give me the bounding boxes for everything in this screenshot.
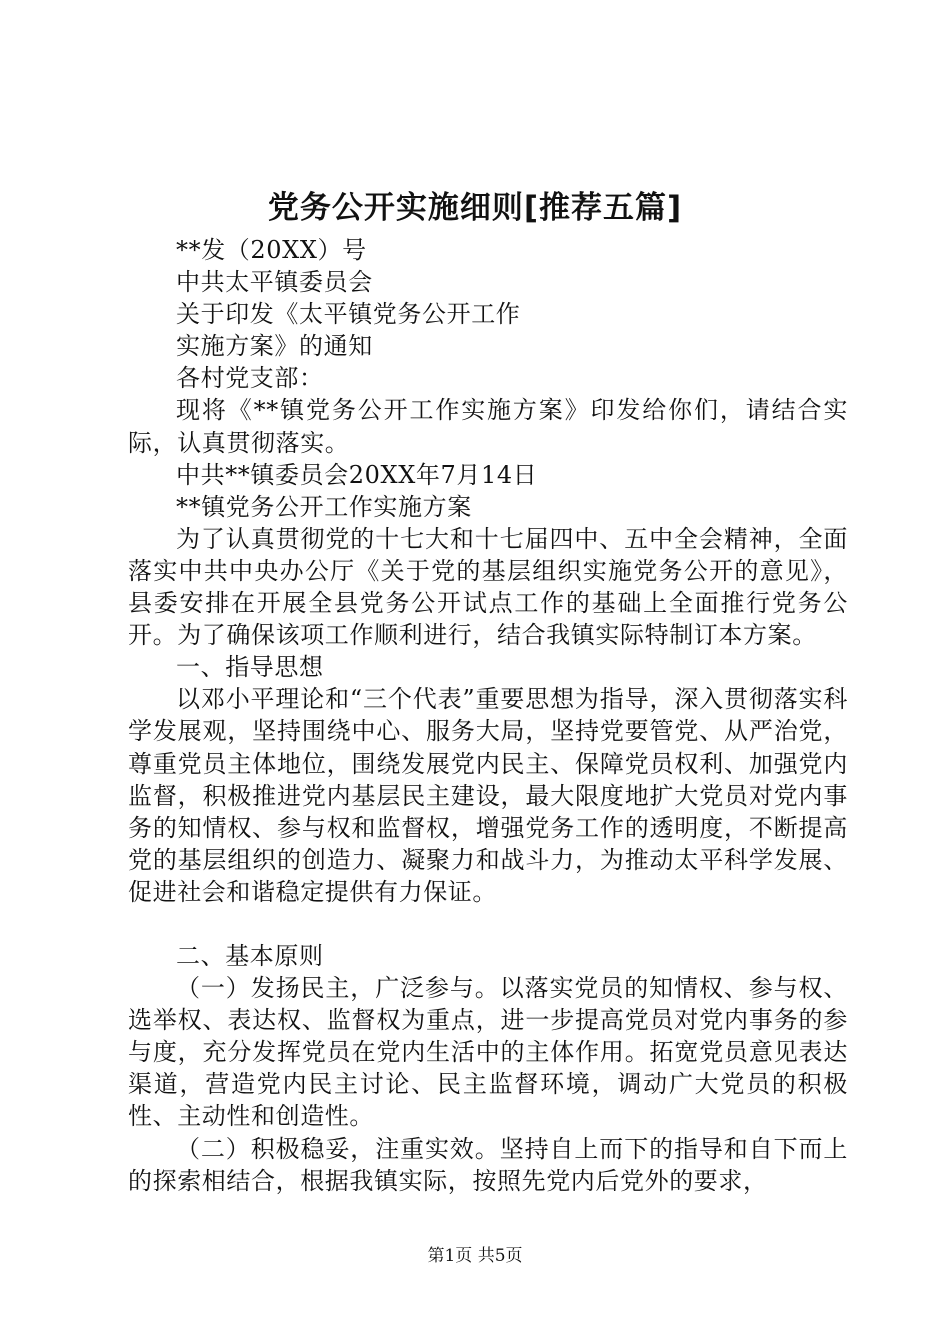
plan-title: **镇党务公开工作实施方案 xyxy=(176,492,472,521)
page-footer: 第1页 共5页 xyxy=(427,1246,523,1266)
document-body xyxy=(128,234,848,1197)
issuer-line: 中共太平镇委员会 xyxy=(176,268,373,297)
section-heading-guiding-ideology: 一、指导思想 xyxy=(176,653,324,682)
notice-body: 现将《**镇党务公开工作实施方案》印发给你们，请结合实际，认真贯彻落实。 xyxy=(128,396,848,457)
section-heading-basic-principles: 二、基本原则 xyxy=(176,941,324,970)
notice-title-line-2: 实施方案》的通知 xyxy=(176,332,373,361)
document-title: 党务公开实施细则[推荐五篇] xyxy=(267,190,683,226)
document-number: **发（20XX）号 xyxy=(176,236,367,264)
guiding-ideology-paragraph: 以邓小平理论和“三个代表”重要思想为指导，深入贯彻落实科学发展观，坚持围绕中心、服务大局，坚持党要管党、从严治党，尊重党员主体地位，围绕发展党内民主、保障党员权利、加强党内监督，积极推进党内基层民主建设，最大限度地扩大党员对党内事务的知情权、参与权和监督权，增强党务工作的透明度，不断提高党的基层组织的创造力、凝聚力和战斗力，为推动太平科学发展、促进社会和谐稳定提供有力保证。 xyxy=(128,685,848,906)
signature-date-line: 中共**镇委员会20XX年7月14日 xyxy=(176,460,538,489)
principle-one-paragraph: （一）发扬民主，广泛参与。以落实党员的知情权、参与权、选举权、表达权、监督权为重点，进一步提高党员对党内事务的参与度，充分发挥党员在党内生活中的主体作用。拓宽党员意见表达渠道，营造党内民主讨论、民主监督环境，调动广大党员的积极性、主动性和创造性。 xyxy=(128,974,848,1131)
notice-title-line-1: 关于印发《太平镇党务公开工作 xyxy=(176,300,521,329)
principle-two-paragraph: （二）积极稳妥，注重实效。坚持自上而下的指导和自下而上的探索相结合，根据我镇实际，按照先党内后党外的要求， xyxy=(128,1134,848,1195)
recipient-line: 各村党支部： xyxy=(176,364,324,393)
intro-paragraph: 为了认真贯彻党的十七大和十七届四中、五中全会精神，全面落实中共中央办公厅《关于党的基层组织实施党务公开的意见》，县委安排在开展全县党务公开试点工作的基础上全面推行党务公开。为了确保该项工作顺利进行，结合我镇实际特制订本方案。 xyxy=(128,524,848,650)
